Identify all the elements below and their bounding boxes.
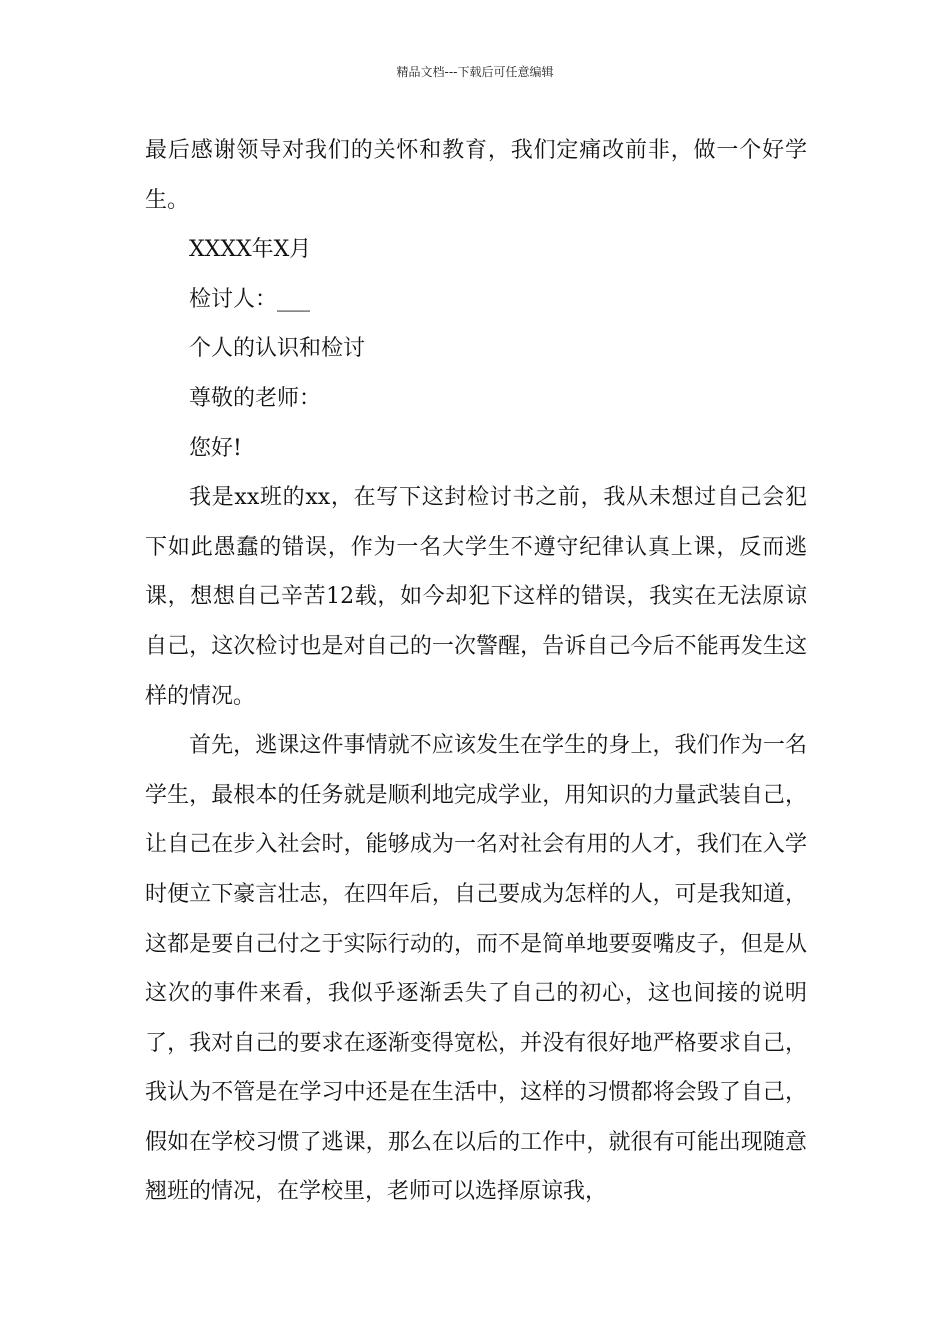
paragraph-greeting: 您好! (189, 435, 242, 461)
paragraph-closing-thanks: 最后感谢领导对我们的关怀和教育，我们定痛改前非，做一个好学生。 (145, 138, 807, 213)
paragraph-salutation: 尊敬的老师： (189, 385, 322, 411)
paragraph-title: 个人的认识和检讨 (189, 336, 366, 362)
paragraph-body-2: 首先，逃课这件事情就不应该发生在学生的身上，我们作为一名学生，最根本的任务就是顺利地完成学业，用知识的力量武装自己，让自己在步入社会时，能够成为一名对社会有用的人才，我们在入学时便立下豪言壮志，在四年后，自己要成为怎样的人，可是我知道，这都是要自己付之于实际行动的，而不是简单地要耍嘴皮子，但是从这次的事件来看，我似乎逐渐丢失了自己的初心，这也间接的说明了，我对自己的要求在逐渐变得宽松，并没有很好地严格要求自己，我认为不管是在学习中还是在生活中，这样的习惯都将会毁了自己，假如在学校习惯了逃课，那么在以后的工作中，就很有可能出现随意翘班的情况，在学校里，老师可以选择原谅我， (145, 733, 807, 1205)
paragraph-body-1: 我是xx班的xx，在写下这封检讨书之前，我从未想过自己会犯下如此愚蠢的错误，作为一名大学生不遵守纪律认真上课，反而逃课，想想自己辛苦12载，如今却犯下这样的错误，我实在无法原谅自己，这次检讨也是对自己的一次警醒，告诉自己今后不能再发生这样的情况。 (145, 485, 807, 709)
paragraph-signer: 检讨人：___ (189, 286, 311, 312)
page-header: 精品文档---下载后可任意编辑 (396, 65, 554, 79)
document-body (145, 126, 807, 1217)
paragraph-date: XXXX年X月 (189, 237, 312, 263)
